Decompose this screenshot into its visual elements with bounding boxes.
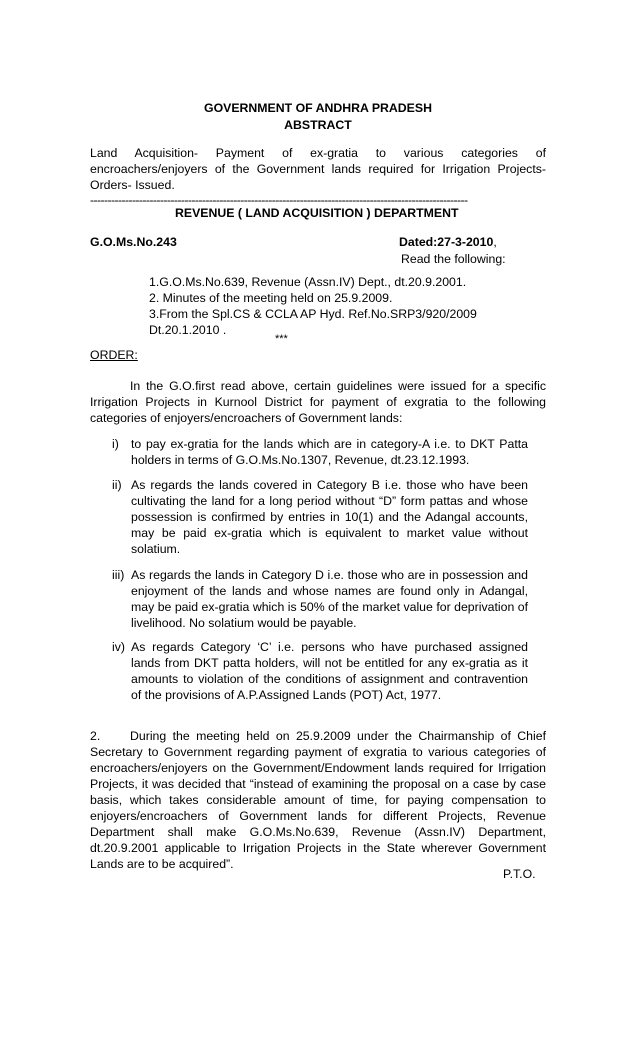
subject-text: Land Acquisition- Payment of ex-gratia to various categories of encroachers/enjoyers of the Government lands required for Irrigation Projects- Orders- Issued. <box>90 146 546 192</box>
category-text: As regards Category ‘C’ i.e. persons who have purchased assigned lands from DKT patta holders, will not be entitled for any ex-gratia as it amounts to violation of the conditions of assignment and contravention of the provisions of A.P.Assigned Lands (POT) Act, 1977. <box>131 640 528 702</box>
dated-line <box>399 234 497 250</box>
order-heading: ORDER: <box>90 348 138 362</box>
paragraph-2-number: 2. <box>90 729 101 743</box>
government-heading: GOVERNMENT OF ANDHRA PRADESH <box>204 101 432 115</box>
read-following: Read the following: <box>401 252 506 266</box>
reference-item: 3.From the Spl.CS & CCLA AP Hyd. Ref.No.SRP3/920/2009 <box>149 307 477 321</box>
references-list <box>149 274 477 338</box>
order-paragraph-1: In the G.O.first read above, certain guidelines were issued for a specific Irrigation Projects in Kurnool District for payment of exgratia to the following categories of enjoyers/encroachers of Government lands: <box>90 379 546 425</box>
category-text: to pay ex-gratia for the lands which are in category-A i.e. to DKT Patta holders in terms of G.O.Ms.No.1307, Revenue, dt.23.12.1993. <box>131 437 528 467</box>
go-number: G.O.Ms.No.243 <box>90 235 177 249</box>
dated-comma: , <box>493 235 497 249</box>
pto-note: P.T.O. <box>503 867 536 881</box>
dated-label: Dated:27-3-2010 <box>399 235 494 249</box>
category-text: As regards the lands covered in Category B i.e. those who have been cultivating the land for a long period without “D” form pattas and whose possession is confirmed by entries in 10(1) and the Adangal accounts, may be paid ex-gratia which is equivalent to market value without solatium. <box>131 478 528 556</box>
category-number: ii) <box>112 478 122 492</box>
category-text: As regards the lands in Category D i.e. those who are in possession and enjoyment of the lands and whose names are found only in Adangal, may be paid ex-gratia which is 50% of the market value for deprivation of livelihood. No solatium would be payable. <box>131 568 528 630</box>
reference-item: 1.G.O.Ms.No.639, Revenue (Assn.IV) Dept., dt.20.9.2001. <box>149 275 467 289</box>
category-number: i) <box>112 437 119 451</box>
separator-line: ------------------------------------------------------------------------------------------------------------ <box>90 193 468 207</box>
department-heading: REVENUE ( LAND ACQUISITION ) DEPARTMENT <box>175 206 459 220</box>
reference-item: Dt.20.1.2010 . <box>149 323 227 337</box>
category-number: iv) <box>112 640 125 654</box>
reference-item: 2. Minutes of the meeting held on 25.9.2009. <box>149 291 393 305</box>
category-number: iii) <box>112 568 125 582</box>
order-paragraph-2: During the meeting held on 25.9.2009 under the Chairmanship of Chief Secretary to Government regarding payment of exgratia to various categories of encroachers/enjoyers on the Government/Endowment lands required for Irrigation Projects, it was decided that “instead of examining the proposal on a case by case basis, which takes considerable amount of time, for paying compensation to enjoyers/encroachers of Government lands for different Projects, Revenue Department shall make G.O.Ms.No.639, Revenue (Assn.IV) Department, dt.20.9.2001 applicable to Irrigation Projects in the State wherever Government Lands are to be acquired”. <box>90 729 546 871</box>
stars-divider: *** <box>275 333 288 345</box>
abstract-heading: ABSTRACT <box>284 118 352 132</box>
